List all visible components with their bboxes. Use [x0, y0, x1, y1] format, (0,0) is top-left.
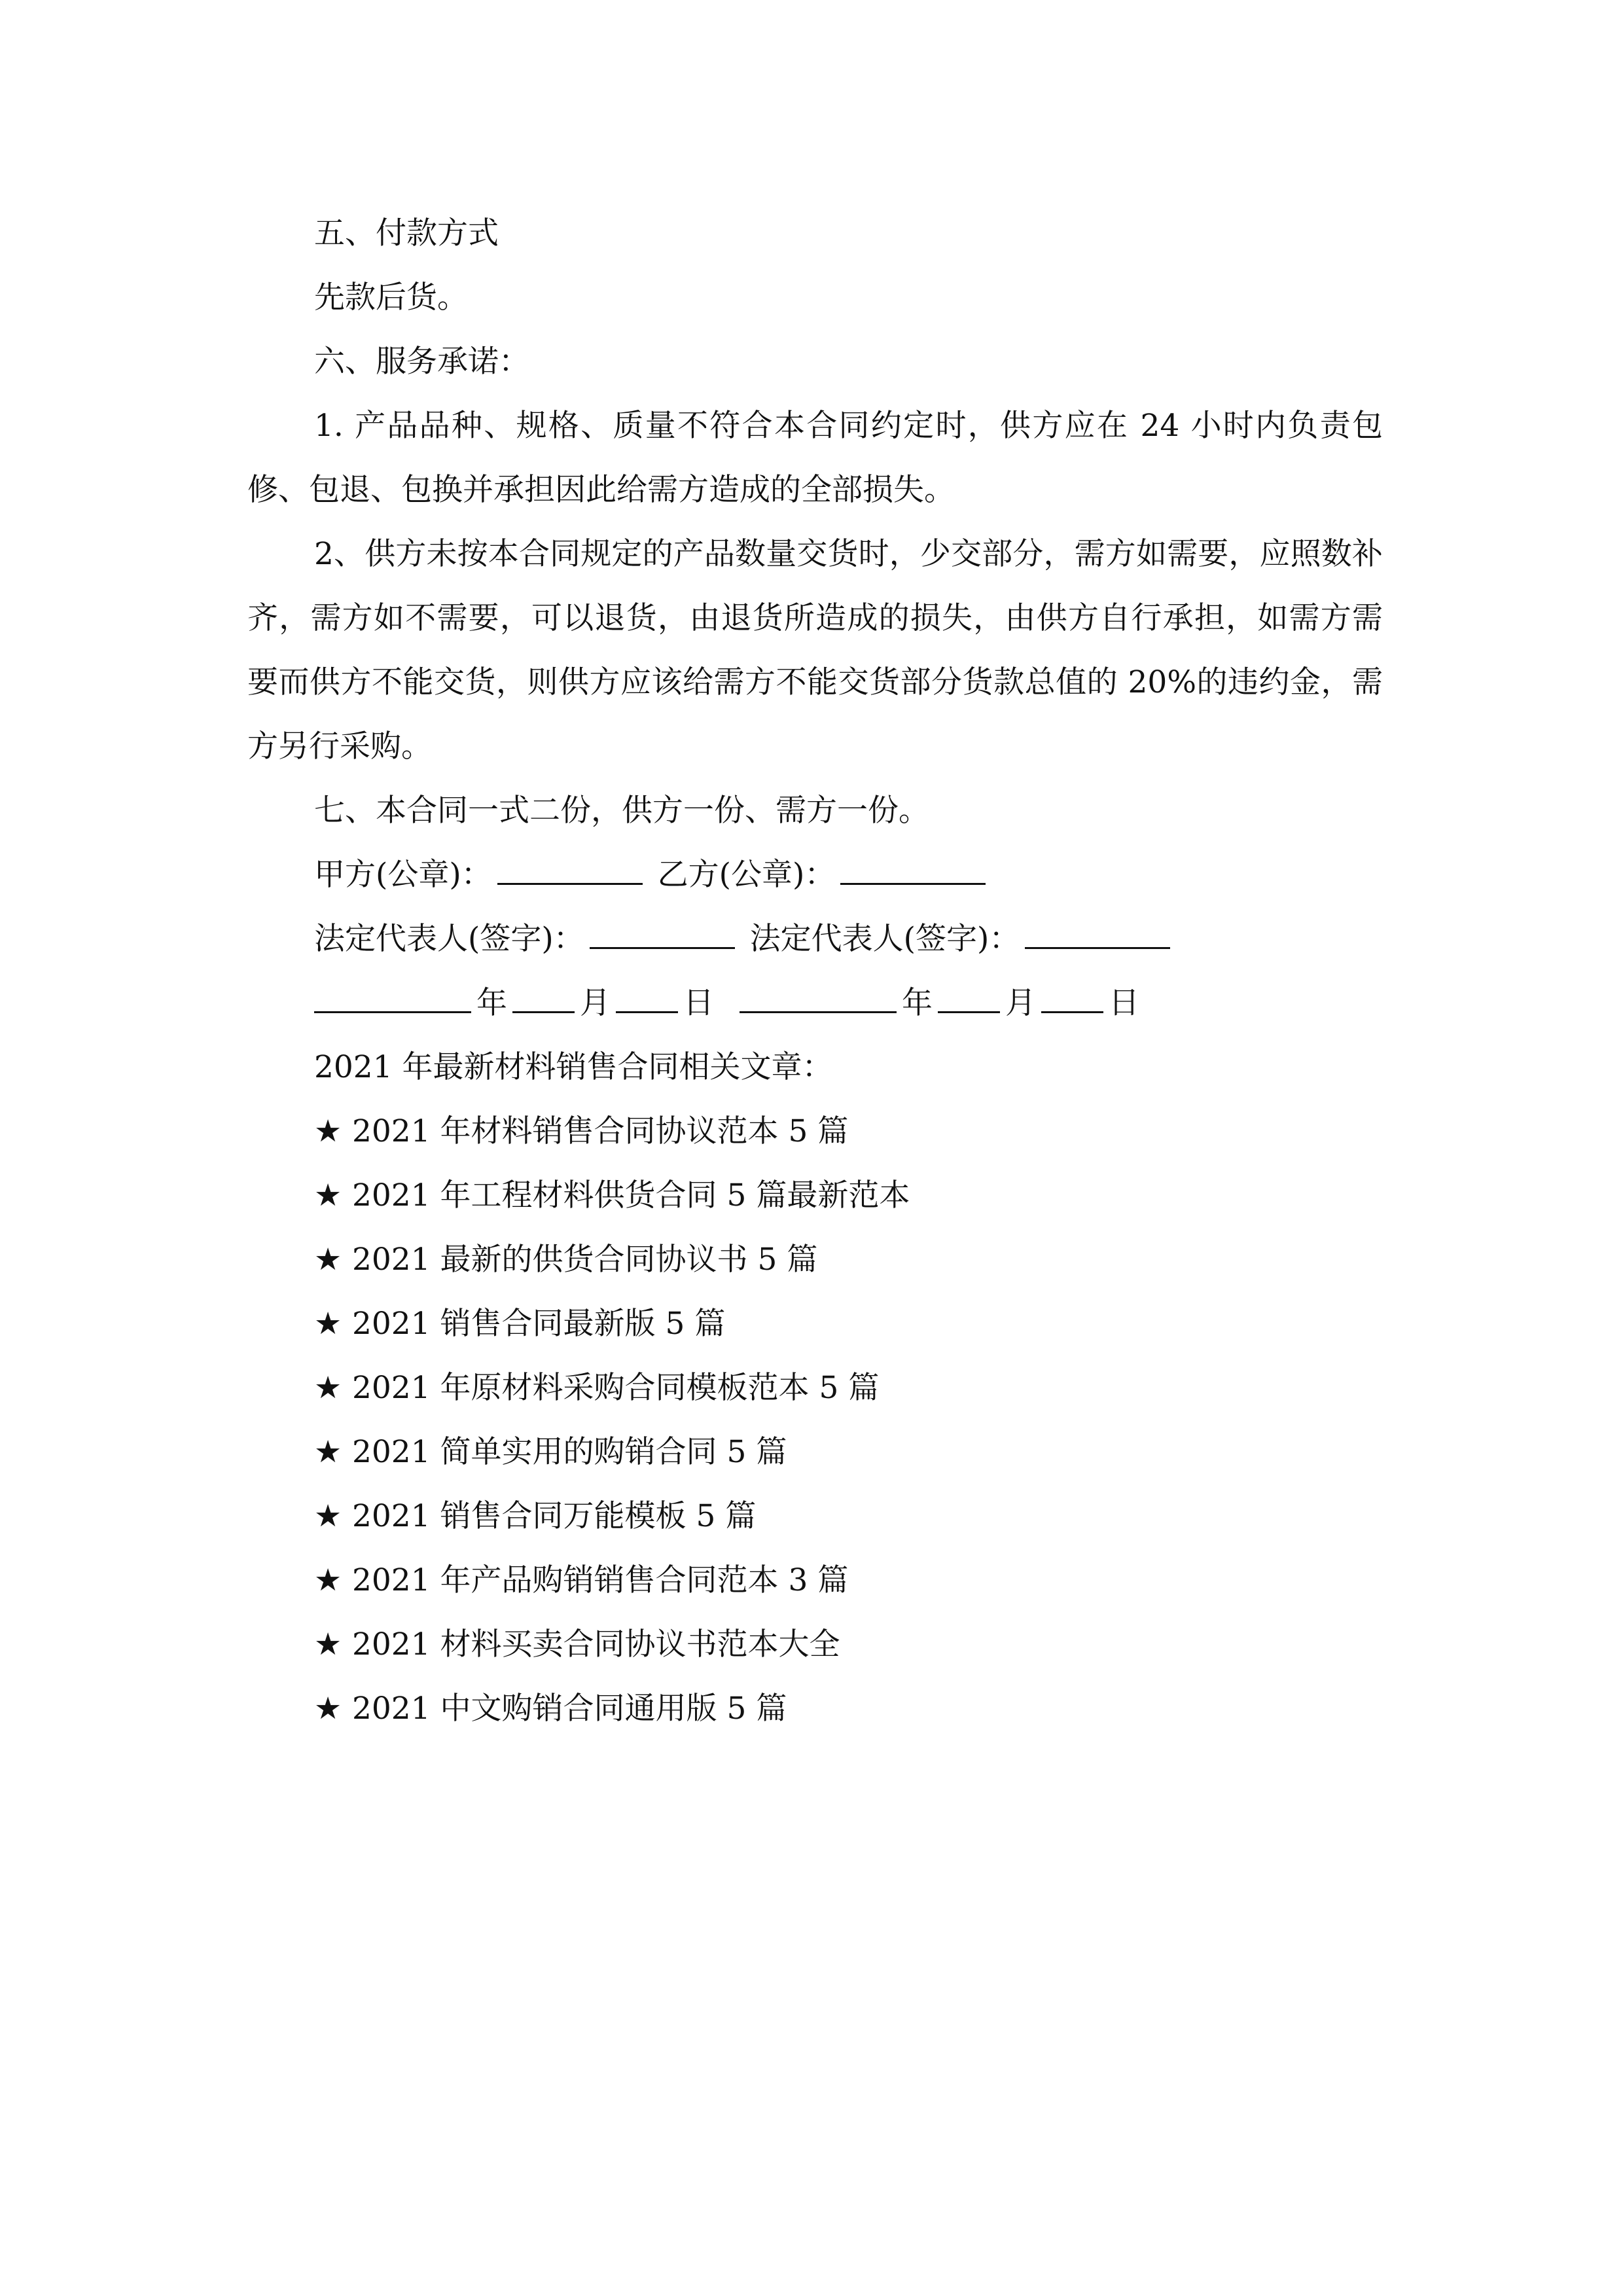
- related-link-text[interactable]: 2021 年工程材料供货合同 5 篇最新范本: [352, 1177, 910, 1213]
- related-link[interactable]: [247, 1100, 1383, 1164]
- related-link-text[interactable]: 2021 中文购销合同通用版 5 篇: [352, 1691, 787, 1727]
- date-a-year: 年: [476, 985, 507, 1021]
- related-link[interactable]: [247, 1677, 1383, 1741]
- related-heading: 2021 年最新材料销售合同相关文章：: [314, 1049, 833, 1085]
- date-b-day-blank: [1041, 976, 1103, 1013]
- date-b-day: 日: [1108, 985, 1139, 1021]
- section-6-item-2: 2、供方未按本合同规定的产品数量交货时，少交部分，需方如需要，应照数补齐，需方如不需要，可以退货，由退货所造成的损失，由供方自行承担，如需方需要而供方不能交货，则供方应该给需方不能交货部分货款总值的 20%的违约金，需方另行采购。: [247, 536, 1383, 764]
- star-icon: ★: [314, 1113, 342, 1149]
- section-6-item-1: 1. 产品品种、规格、质量不符合本合同约定时，供方应在 24 小时内负责包修、包退、包换并承担因此给需方造成的全部损失。: [247, 408, 1383, 508]
- date-a-year-blank: [314, 976, 471, 1013]
- party-b-label: 乙方(公章)：: [657, 857, 836, 893]
- date-b-month: 月: [1005, 985, 1036, 1021]
- section-7-text: 七、本合同一式二份，供方一份、需方一份。: [314, 793, 929, 829]
- party-a-label: 甲方(公章)：: [314, 857, 492, 893]
- related-link-text[interactable]: 2021 材料买卖合同协议书范本大全: [352, 1626, 840, 1662]
- star-icon: ★: [314, 1562, 342, 1598]
- date-a-month: 月: [580, 985, 611, 1021]
- star-icon: ★: [314, 1370, 342, 1406]
- related-link-text[interactable]: 2021 年材料销售合同协议范本 5 篇: [352, 1113, 849, 1149]
- related-link[interactable]: [247, 1613, 1383, 1677]
- date-a-day: 日: [683, 985, 714, 1021]
- related-links-list: [247, 1100, 1383, 1741]
- star-icon: ★: [314, 1626, 342, 1662]
- rep-a-blank: [590, 912, 735, 949]
- star-icon: ★: [314, 1434, 342, 1470]
- related-link[interactable]: [247, 1549, 1383, 1613]
- party-signature-line: [247, 843, 1383, 907]
- section-5-title: 五、付款方式: [314, 215, 499, 251]
- related-link-text[interactable]: 2021 年原材料采购合同模板范本 5 篇: [352, 1370, 880, 1406]
- party-a-blank: [497, 848, 643, 885]
- date-b-year: 年: [901, 985, 933, 1021]
- star-icon: ★: [314, 1177, 342, 1213]
- related-link[interactable]: [247, 1356, 1383, 1420]
- related-link[interactable]: [247, 1292, 1383, 1356]
- document-body: [247, 202, 1383, 1741]
- related-link-text[interactable]: 2021 简单实用的购销合同 5 篇: [352, 1434, 787, 1470]
- rep-b-blank: [1025, 912, 1170, 949]
- related-link[interactable]: [247, 1420, 1383, 1484]
- related-link[interactable]: [247, 1484, 1383, 1549]
- representative-signature-line: [247, 907, 1383, 971]
- related-link-text[interactable]: 2021 最新的供货合同协议书 5 篇: [352, 1242, 818, 1278]
- party-b-blank: [840, 848, 986, 885]
- date-a-month-blank: [512, 976, 575, 1013]
- section-5-text: 先款后货。: [314, 279, 468, 315]
- date-b-month-blank: [938, 976, 1000, 1013]
- star-icon: ★: [314, 1691, 342, 1727]
- date-b-year-blank: [740, 976, 897, 1013]
- related-link[interactable]: [247, 1228, 1383, 1292]
- rep-b-label: 法定代表人(签字)：: [749, 921, 1020, 957]
- related-link-text[interactable]: 2021 销售合同万能模板 5 篇: [352, 1498, 757, 1534]
- date-a-day-blank: [616, 976, 678, 1013]
- section-6-title: 六、服务承诺：: [314, 344, 529, 380]
- star-icon: ★: [314, 1242, 342, 1278]
- star-icon: ★: [314, 1498, 342, 1534]
- rep-a-label: 法定代表人(签字)：: [314, 921, 584, 957]
- star-icon: ★: [314, 1306, 342, 1342]
- related-link-text[interactable]: 2021 年产品购销销售合同范本 3 篇: [352, 1562, 849, 1598]
- date-line: [247, 971, 1383, 1035]
- related-link-text[interactable]: 2021 销售合同最新版 5 篇: [352, 1306, 726, 1342]
- related-link[interactable]: [247, 1164, 1383, 1228]
